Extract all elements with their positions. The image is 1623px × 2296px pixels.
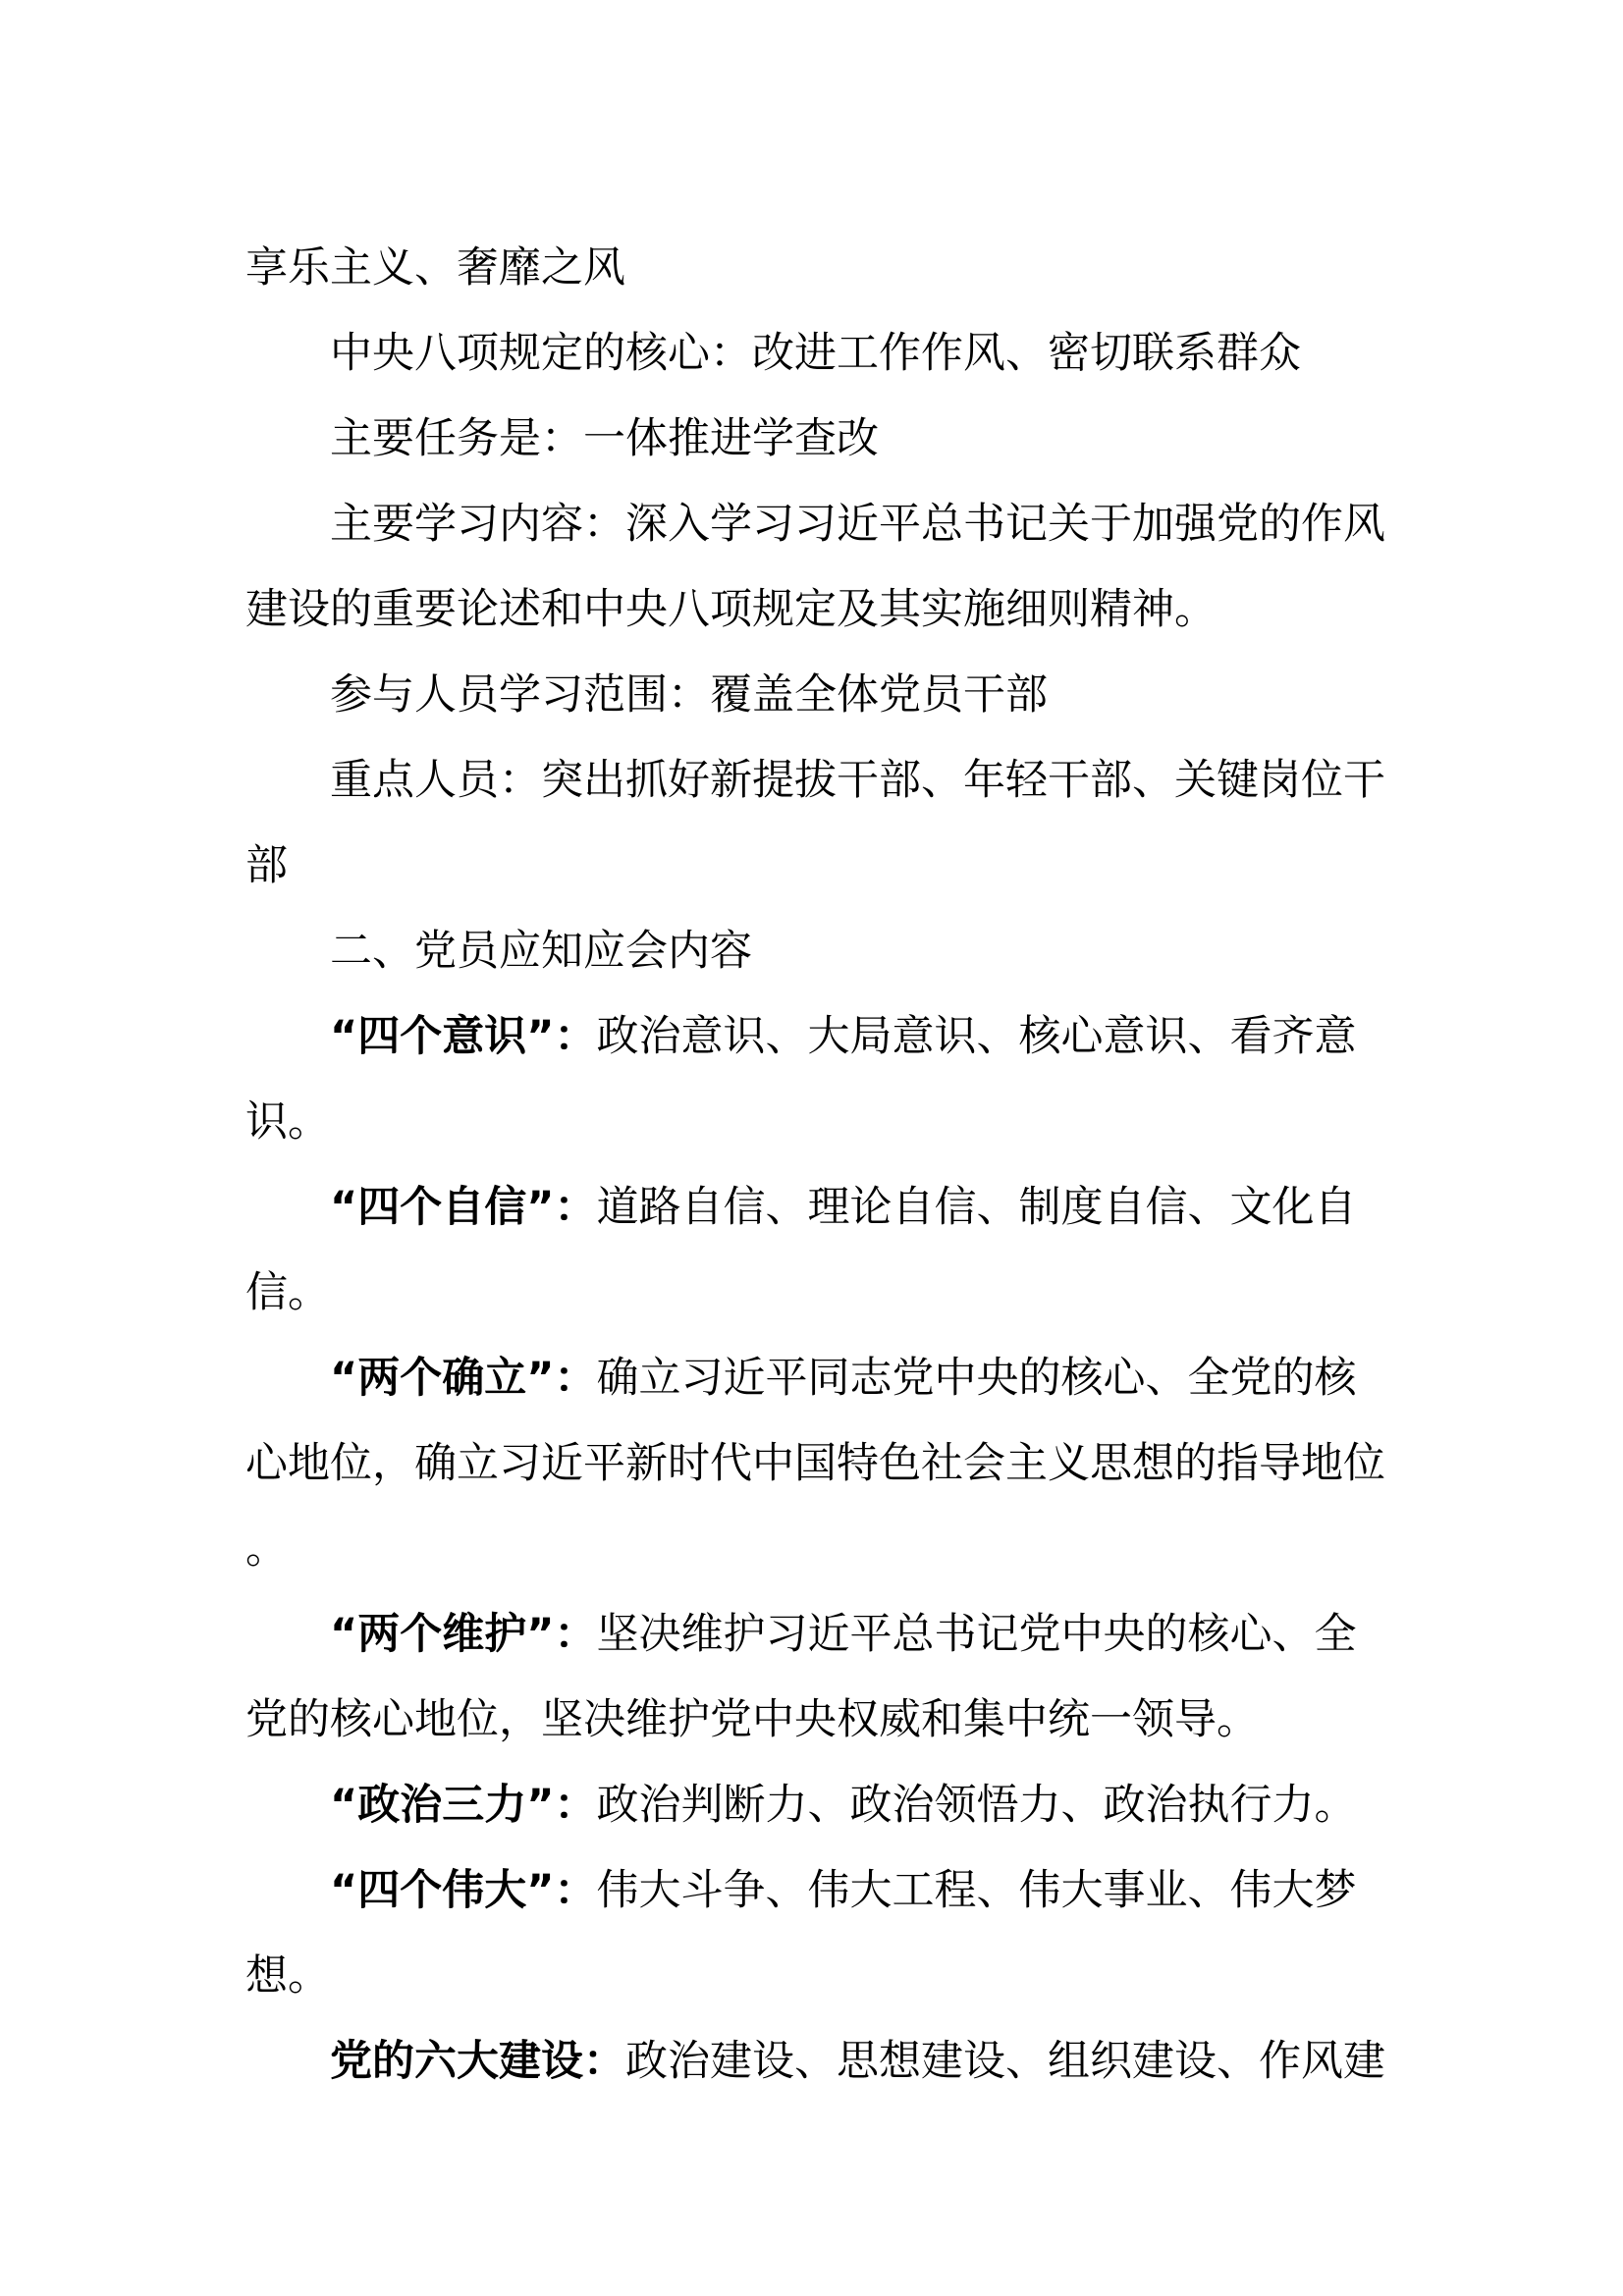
term-label: “四个意识”： <box>330 1012 597 1061</box>
paragraph-text: 中央八项规定的核心：改进工作作风、密切联系群众 <box>330 329 1301 378</box>
paragraph-text: 享乐主义、奢靡之风 <box>245 243 625 293</box>
paragraph-study-content <box>245 482 1394 653</box>
term-label: “政治三力”： <box>330 1781 597 1830</box>
paragraph-two-establishes <box>245 1336 1394 1592</box>
term-definition: 道路自信、理论自信、制度自信、文化自信。 <box>245 1183 1357 1317</box>
paragraph-two-safeguards <box>245 1592 1394 1763</box>
term-definition: 政治判断力、政治领悟力、政治执行力。 <box>596 1781 1357 1830</box>
term-definition: 伟大斗争、伟大工程、伟大事业、伟大梦想。 <box>245 1866 1357 2001</box>
paragraph-four-consciousness <box>245 994 1394 1165</box>
paragraph-four-confidences <box>245 1165 1394 1336</box>
term-definition: 坚决维护习近平总书记党中央的核心、全党的核心地位，坚决维护党中央权威和集中统一领导。 <box>245 1610 1357 1744</box>
paragraph-four-greats <box>245 1848 1394 2019</box>
paragraph-continuation <box>245 226 1394 311</box>
term-label: “四个自信”： <box>330 1183 597 1232</box>
paragraph-study-scope <box>245 653 1394 738</box>
section-heading-text: 二、党员应知应会内容 <box>330 927 752 976</box>
term-definition: 确立习近平同志党中央的核心、全党的核心地位，确立习近平新时代中国特色社会主义思想的指导地位。 <box>245 1354 1385 1574</box>
paragraph-six-constructions <box>245 2019 1394 2105</box>
term-definition: 政治建设、思想建设、组织建设、作风建 <box>625 2037 1385 2086</box>
paragraph-text: 主要任务是：一体推进学查改 <box>330 414 879 463</box>
paragraph-eight-rules-core <box>245 311 1394 397</box>
term-definition: 政治意识、大局意识、核心意识、看齐意识。 <box>245 1012 1357 1147</box>
paragraph-text: 主要学习内容：深入学习习近平总书记关于加强党的作风建设的重要论述和中央八项规定及其实施细则精神。 <box>245 500 1385 634</box>
paragraph-main-task <box>245 397 1394 482</box>
term-label: “两个确立”： <box>330 1354 597 1403</box>
paragraph-text: 参与人员学习范围：覆盖全体党员干部 <box>330 670 1048 720</box>
term-label: “两个维护”： <box>330 1610 597 1659</box>
section-heading <box>245 909 1394 994</box>
term-label: 党的六大建设： <box>330 2037 625 2086</box>
paragraph-three-political-abilities <box>245 1763 1394 1848</box>
paragraph-key-personnel <box>245 738 1394 909</box>
term-label: “四个伟大”： <box>330 1866 597 1915</box>
paragraph-text: 重点人员：突出抓好新提拔干部、年轻干部、关键岗位干部 <box>245 756 1385 890</box>
document-body <box>245 226 1394 2105</box>
